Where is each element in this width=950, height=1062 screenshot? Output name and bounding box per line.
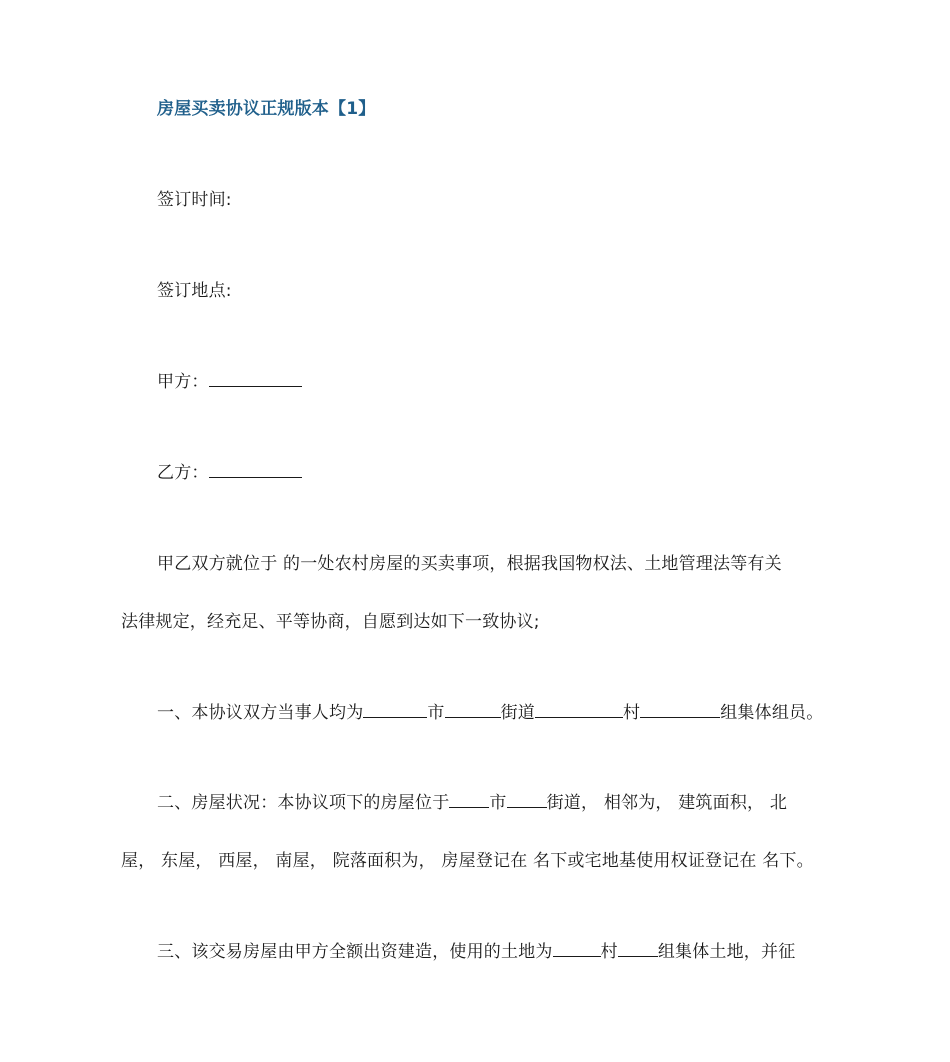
clause-3-suffix: 组集体土地，并征	[657, 942, 796, 962]
clause-2-street-rest: 街道， 相邻为， 建筑面积， 北	[546, 793, 788, 813]
clause-3	[157, 940, 795, 964]
clause-1	[157, 701, 823, 725]
clause-1-city: 市	[427, 703, 445, 723]
clause-1-prefix: 一、本协议双方当事人均为	[157, 703, 364, 723]
party-b-line	[157, 461, 302, 485]
intro-line-2: 法律规定，经充足、平等协商，自愿到达如下一致协议;	[121, 612, 540, 632]
intro-line-1: 甲乙双方就位于 的一处农村房屋的买卖事项，根据我国物权法、土地管理法等有关	[157, 554, 782, 574]
clause-2-blank-city	[449, 792, 489, 808]
clause-2-line-1	[157, 791, 787, 815]
clause-2-city: 市	[489, 793, 507, 813]
sign-time-label: 签订时间:	[157, 190, 232, 210]
party-a-line	[157, 370, 302, 394]
party-b-blank	[209, 462, 302, 478]
clause-1-blank-village	[535, 702, 623, 718]
clause-3-blank-village	[553, 941, 601, 957]
party-a-blank	[209, 371, 302, 387]
clause-3-prefix: 三、该交易房屋由甲方全额出资建造，使用的土地为	[157, 942, 553, 962]
sign-place-label: 签订地点:	[157, 281, 232, 301]
clause-1-suffix: 组集体组员。	[720, 703, 824, 723]
clause-1-village: 村	[623, 703, 641, 723]
clause-3-village: 村	[600, 942, 618, 962]
clause-2-blank-street	[507, 792, 547, 808]
clause-3-blank-group	[618, 941, 658, 957]
clause-1-blank-group	[640, 702, 720, 718]
clause-1-blank-street	[445, 702, 501, 718]
clause-1-blank-city	[363, 702, 427, 718]
party-a-label: 甲方：	[157, 372, 209, 392]
party-b-label: 乙方：	[157, 463, 209, 483]
clause-1-street: 街道	[500, 703, 536, 723]
document-title: 房屋买卖协议正规版本【1】	[157, 99, 376, 119]
clause-2-line-2: 屋， 东屋， 西屋， 南屋， 院落面积为， 房屋登记在 名下或宅地基使用权证登记在 名下。	[121, 851, 814, 871]
clause-2-prefix: 二、房屋状况：本协议项下的房屋位于	[157, 793, 450, 813]
